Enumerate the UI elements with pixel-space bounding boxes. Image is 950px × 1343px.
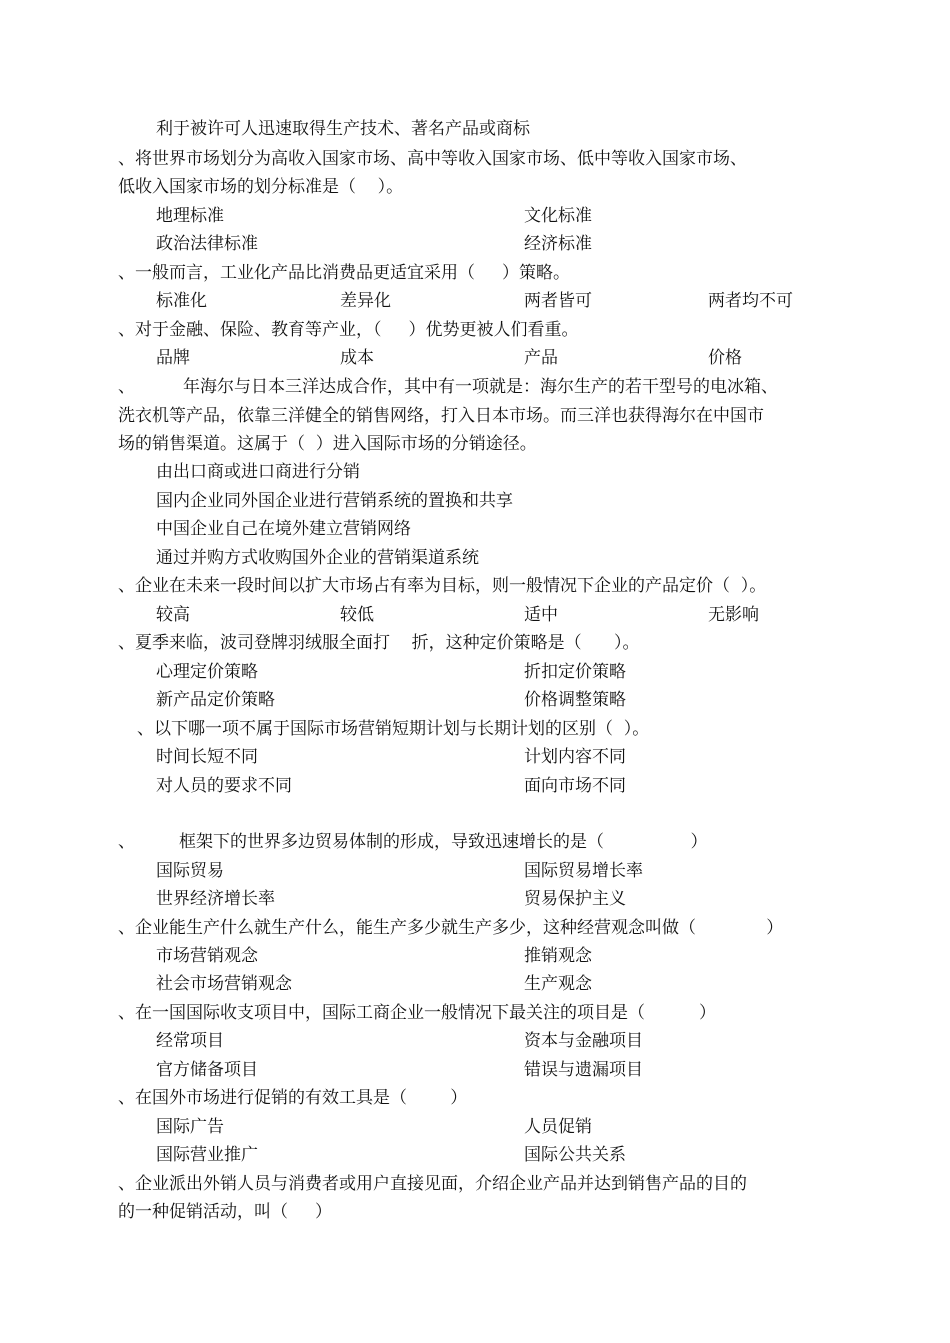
- text-line: [0, 772, 950, 800]
- text-segment: 适中: [524, 605, 558, 625]
- text-line: [0, 373, 950, 401]
- text-segment: 面向市场不同: [524, 776, 626, 796]
- text-segment: 经济标准: [524, 234, 592, 254]
- text-line: [0, 1141, 950, 1169]
- text-segment: 生产观念: [524, 974, 592, 994]
- text-line: [0, 402, 950, 430]
- text-line: [0, 999, 950, 1027]
- text-segment: 标准化: [156, 291, 207, 311]
- text-line: [0, 515, 950, 543]
- text-segment: 错误与遗漏项目: [524, 1060, 643, 1080]
- text-segment: 资本与金融项目: [524, 1031, 643, 1051]
- text-line: [0, 202, 950, 230]
- text-segment: 由出口商或进口商进行分销: [156, 462, 360, 482]
- text-segment: 时间长短不同: [156, 747, 258, 767]
- text-segment: 低收入国家市场的划分标准是（ ）。: [118, 177, 404, 197]
- text-line: [0, 885, 950, 913]
- text-segment: 两者均不可: [708, 291, 793, 311]
- text-segment: 品牌: [156, 348, 190, 368]
- text-segment: 官方储备项目: [156, 1060, 258, 1080]
- text-segment: 国际营业推广: [156, 1145, 258, 1165]
- text-segment: 计划内容不同: [524, 747, 626, 767]
- text-segment: 推销观念: [524, 946, 592, 966]
- text-line: [0, 572, 950, 600]
- text-segment: 政治法律标准: [156, 234, 258, 254]
- text-line: [0, 487, 950, 515]
- text-segment: 贸易保护主义: [524, 889, 626, 909]
- text-segment: 框架下的世界多边贸易体制的形成，导致迅速增长的是（ ）: [179, 832, 708, 852]
- text-segment: 文化标准: [524, 206, 592, 226]
- text-line: [0, 430, 950, 458]
- text-segment: 的一种促销活动，叫（ ）: [118, 1202, 333, 1222]
- text-line: [0, 715, 950, 743]
- text-segment: 人员促销: [524, 1117, 592, 1137]
- text-line: [0, 658, 950, 686]
- text-line: [0, 828, 950, 856]
- text-segment: 无影响: [708, 605, 759, 625]
- text-segment: 经常项目: [156, 1031, 224, 1051]
- text-line: [0, 316, 950, 344]
- text-segment: 、以下哪一项不属于国际市场营销短期计划与长期计划的区别（ ）。: [137, 719, 650, 739]
- text-segment: 新产品定价策略: [156, 690, 275, 710]
- text-segment: 成本: [340, 348, 374, 368]
- text-line: [0, 914, 950, 942]
- text-segment: 、一般而言，工业化产品比消费品更适宜采用（ ）策略。: [118, 263, 571, 283]
- text-line: [0, 857, 950, 885]
- text-line: [0, 629, 950, 657]
- text-segment: 差异化: [340, 291, 391, 311]
- text-line: [0, 287, 950, 315]
- text-line: [0, 1113, 950, 1141]
- text-segment: 、夏季来临，波司登牌羽绒服全面打 折，这种定价策略是（ ）。: [118, 633, 640, 653]
- text-segment: 、在一国国际收支项目中，国际工商企业一般情况下最关注的项目是（ ）: [118, 1003, 717, 1023]
- text-segment: 国际广告: [156, 1117, 224, 1137]
- text-line: [0, 173, 950, 201]
- text-line: [0, 344, 950, 372]
- text-segment: 产品: [524, 348, 558, 368]
- text-segment: 、企业在未来一段时间以扩大市场占有率为目标，则一般情况下企业的产品定价（ ）。: [118, 576, 767, 596]
- text-segment: 国际贸易增长率: [524, 861, 643, 881]
- text-segment: 价格调整策略: [524, 690, 626, 710]
- text-segment: 通过并购方式收购国外企业的营销渠道系统: [156, 548, 479, 568]
- text-line: [0, 544, 950, 572]
- text-line: [0, 1170, 950, 1198]
- text-segment: 地理标准: [156, 206, 224, 226]
- text-line: [0, 1084, 950, 1112]
- text-segment: 心理定价策略: [156, 662, 258, 682]
- text-segment: 国际公共关系: [524, 1145, 626, 1165]
- text-line: [0, 458, 950, 486]
- text-segment: 洗衣机等产品，依靠三洋健全的销售网络，打入日本市场。而三洋也获得海尔在中国市: [118, 406, 764, 426]
- text-line: [0, 686, 950, 714]
- text-segment: 利于被许可人迅速取得生产技术、著名产品或商标: [156, 119, 530, 139]
- text-line: [0, 1056, 950, 1084]
- text-segment: 、企业派出外销人员与消费者或用户直接见面，介绍企业产品并达到销售产品的目的: [118, 1174, 747, 1194]
- text-segment: 、: [118, 832, 135, 852]
- text-segment: 价格: [708, 348, 742, 368]
- text-segment: 世界经济增长率: [156, 889, 275, 909]
- text-segment: 国际贸易: [156, 861, 224, 881]
- text-segment: 社会市场营销观念: [156, 974, 292, 994]
- text-segment: 市场营销观念: [156, 946, 258, 966]
- text-segment: 对人员的要求不同: [156, 776, 292, 796]
- text-segment: 国内企业同外国企业进行营销系统的置换和共享: [156, 491, 513, 511]
- text-segment: 两者皆可: [524, 291, 592, 311]
- text-line: [0, 145, 950, 173]
- text-line: [0, 942, 950, 970]
- text-line: [0, 743, 950, 771]
- text-line: [0, 970, 950, 998]
- text-line: [0, 230, 950, 258]
- text-segment: 、企业能生产什么就生产什么，能生产多少就生产多少，这种经营观念叫做（ ）: [118, 918, 784, 938]
- text-segment: 折扣定价策略: [524, 662, 626, 682]
- text-line: [0, 1198, 950, 1226]
- text-segment: 年海尔与日本三洋达成合作，其中有一项就是：海尔生产的若干型号的电冰箱、: [183, 377, 778, 397]
- text-segment: 、将世界市场划分为高收入国家市场、高中等收入国家市场、低中等收入国家市场、: [118, 149, 747, 169]
- text-segment: 、在国外市场进行促销的有效工具是（ ）: [118, 1088, 468, 1108]
- text-line: [0, 1027, 950, 1055]
- text-line: [0, 601, 950, 629]
- text-segment: 、对于金融、保险、教育等产业，（ ）优势更被人们看重。: [118, 320, 579, 340]
- text-segment: 较低: [340, 605, 374, 625]
- text-segment: 场的销售渠道。这属于（ ）进入国际市场的分销途径。: [118, 434, 537, 454]
- text-line: [0, 259, 950, 287]
- text-line: [0, 115, 950, 143]
- text-segment: 中国企业自己在境外建立营销网络: [156, 519, 411, 539]
- text-segment: 较高: [156, 605, 190, 625]
- text-segment: 、: [118, 377, 135, 397]
